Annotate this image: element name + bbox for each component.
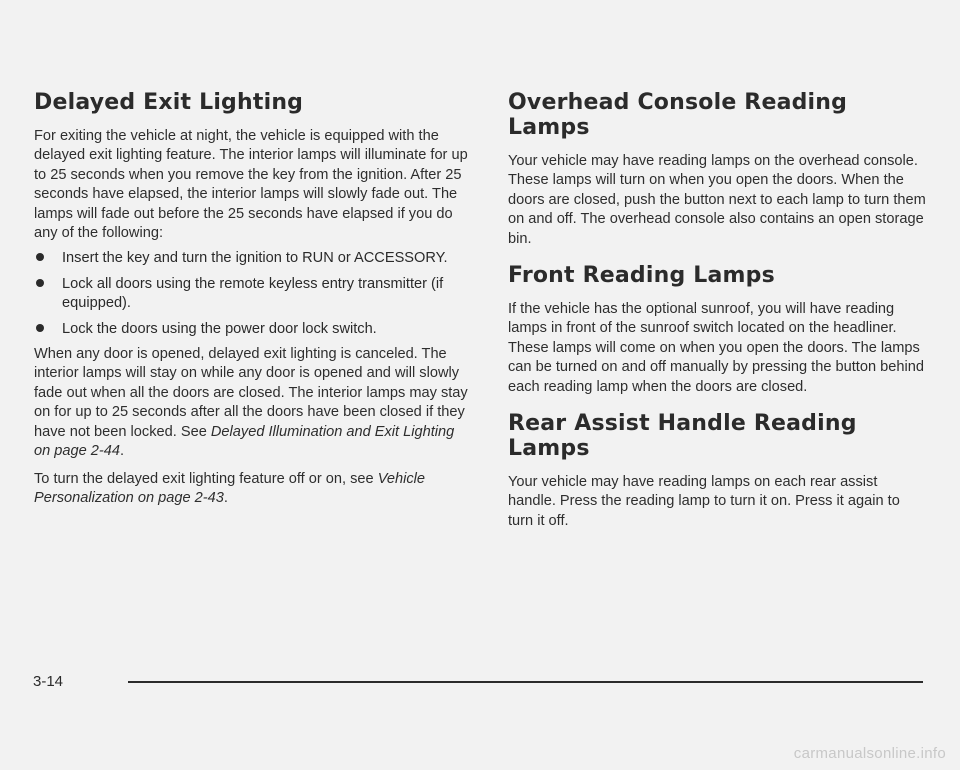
front-reading-lamps-paragraph: If the vehicle has the optional sunroof, you will have reading lamps in front of the sunroof switch located on the headliner. These lamps will come on when you open the doors. The lamps can be turned on and off manually by pressing the button behind each reading lamp when the doors are closed. <box>508 301 924 395</box>
section-heading-front-reading-lamps: Front Reading Lamps <box>508 263 775 289</box>
personalization-paragraph <box>34 470 474 509</box>
watermark: carmanualsonline.info <box>793 745 946 762</box>
cross-reference-link[interactable]: Delayed Illumination and Exit Lighting on page 2-44 <box>34 423 455 460</box>
bullet-item <box>34 320 474 339</box>
section-heading-delayed-exit-lighting: Delayed Exit Lighting <box>34 90 304 115</box>
bullet-text: Insert the key and turn the ignition to RUN or ACCESSORY. <box>62 250 448 267</box>
section-heading-overhead-console: Overhead Console Reading Lamps <box>508 90 848 140</box>
period: . <box>120 443 125 460</box>
bullet-item <box>34 249 474 268</box>
door-opened-paragraph <box>34 345 474 461</box>
bullet-dot-icon <box>36 253 44 261</box>
cross-reference-link[interactable]: Vehicle Personalization on page 2-43 <box>34 470 426 506</box>
bullet-item <box>34 275 474 314</box>
bullet-text: Lock the doors using the power door lock switch. <box>62 320 377 337</box>
rear-assist-handle-paragraph: Your vehicle may have reading lamps on each rear assist handle. Press the reading lamp to turn it on. Press it again to turn it off. <box>508 474 900 529</box>
door-opened-text: When any door is opened, delayed exit lighting is canceled. The interior lamps will stay on while any door is opened and will slowly fade out when all the doors are closed. The interior lamps may stay on for up to 25 seconds after all the doors have been closed if they have not been locked. See <box>34 346 468 440</box>
personalization-text: To turn the delayed exit lighting feature off or on, see <box>34 470 378 487</box>
page-number: 3-14 <box>33 673 64 690</box>
footer-divider <box>128 681 923 683</box>
bullet-dot-icon <box>36 279 44 287</box>
left-column <box>34 90 474 508</box>
right-column <box>508 90 928 531</box>
intro-paragraph: For exiting the vehicle at night, the vehicle is equipped with the delayed exit lighting feature. The interior lamps will illuminate for up to 25 seconds when you remove the key from the ignition. After 25 seconds have elapsed, the interior lamps will slowly fade out. The lamps will fade out before the 25 seconds have elapsed if you do any of the following: <box>34 128 468 242</box>
bullet-list <box>34 249 474 339</box>
overhead-console-paragraph: Your vehicle may have reading lamps on the overhead console. These lamps will turn on when you open the doors. When the doors are closed, push the button next to each lamp to turn them on and off. The overhead console also contains an open storage bin. <box>508 153 926 247</box>
bullet-text: Lock all doors using the remote keyless entry transmitter (if equipped). <box>62 275 444 312</box>
period: . <box>223 489 228 506</box>
section-heading-rear-assist-handle: Rear Assist Handle Reading Lamps <box>508 411 857 462</box>
bullet-dot-icon <box>36 324 44 332</box>
